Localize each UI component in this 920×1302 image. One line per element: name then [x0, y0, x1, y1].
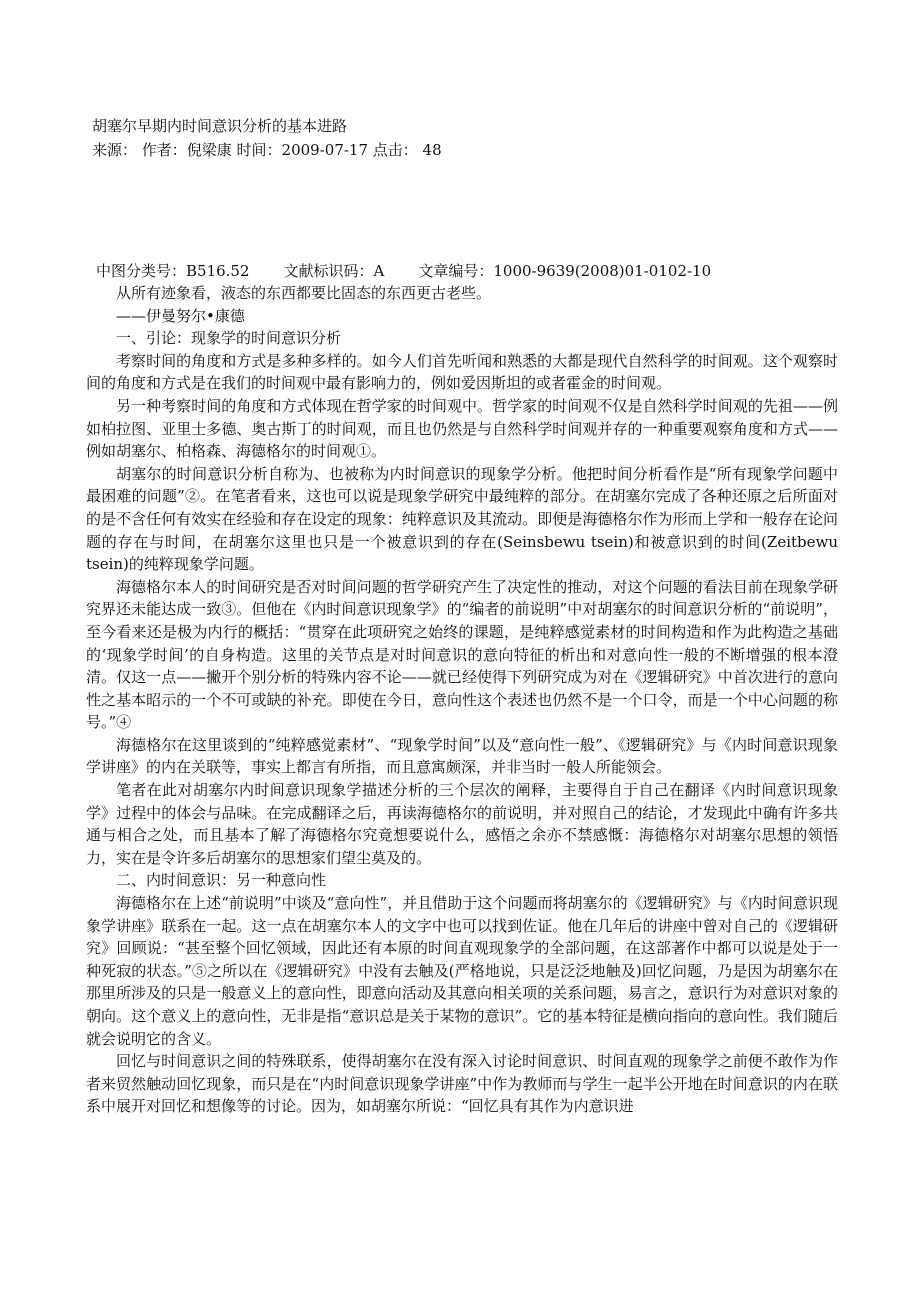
paragraph: 海德格尔在上述“前说明”中谈及“意向性”，并且借助于这个问题而将胡塞尔的《逻辑研究》与《内时间意识现象学讲座》联系在一起。这一点在胡塞尔本人的文字中也可以找到佐证。他在几年后的讲座中曾对自己的《逻辑研究》回顾说：“甚至整个回忆领域，因此还有本原的时间直观现象学的全部问题，在这部著作中都可以说是处于一种死寂的状态。”⑤之所以在《逻辑研究》中没有去触及(严格地说，只是泛泛地触及)回忆问题，乃是因为胡塞尔在那里所涉及的只是一般意义上的意向性，即意向活动及其意向相关项的关系问题，易言之，意识行为对意识对象的朝向。这个意义上的意向性，无非是指“意识总是关于某物的意识”。它的基本特征是横向指向的意向性。我们随后就会说明它的含义。: [86, 894, 838, 1048]
paragraph: 海德格尔在这里谈到的“纯粹感觉素材”、“现象学时间”以及“意向性一般”、《逻辑研究》与《内时间意识现象学讲座》的内在关联等，事实上都言有所指，而且意寓颇深，并非当时一般人所能领会。: [86, 735, 838, 777]
source-line: 来源： 作者：倪梁康 时间：2009-07-17 点击： 48: [92, 141, 442, 159]
paragraph: 考察时间的角度和方式是多种多样的。如今人们首先听闻和熟悉的大都是现代自然科学的时间观。这个观察时间的角度和方式是在我们的时间观中最有影响力的，例如爱因斯坦的或者霍金的时间观。: [86, 351, 838, 393]
article-header: [92, 114, 442, 162]
paragraph: 海德格尔本人的时间研究是否对时间问题的哲学研究产生了决定性的推动，对这个问题的看法目前在现象学研究界还未能达成一致③。但他在《内时间意识现象学》的“编者的前说明”中对胡塞尔的时间意识分析的“前说明”，至今看来还是极为内行的概括：“贯穿在此项研究之始终的课题，是纯粹感觉素材的时间构造和作为此构造之基础的‘现象学时间’的自身构造。这里的关节点是对时间意识的意向特征的析出和对意向性一般的不断增强的根本澄清。仅这一点——撇开个别分析的特殊内容不论——就已经使得下列研究成为对在《逻辑研究》中首次进行的意向性之基本昭示的一个不可或缺的补充。即使在今日，意向性这个表述也仍然不是一个口令，而是一个中心问题的称号。”④: [86, 577, 838, 732]
section-heading: 一、引论：现象学的时间意识分析: [116, 329, 342, 348]
document-code: 文献标识码：A: [283, 262, 385, 280]
article-title: 胡塞尔早期内时间意识分析的基本进路: [92, 117, 348, 135]
paragraph: 笔者在此对胡塞尔内时间意识现象学描述分析的三个层次的阐释，主要得自于自己在翻译《内时间意识现象学》过程中的体会与品味。在完成翻译之后，再读海德格尔的前说明，并对照自己的结论，才发现此中确有许多共通与相合之处，而且基本了解了海德格尔究竟想要说什么，感悟之余亦不禁感慨：海德格尔对胡塞尔思想的领悟力，实在是令许多后胡塞尔的思想家们望尘莫及的。: [86, 781, 838, 867]
classification-line: [96, 259, 711, 283]
clc-number: 中图分类号：B516.52: [96, 262, 250, 280]
section-heading: 二、内时间意识：另一种意向性: [116, 871, 327, 890]
epigraph: 从所有迹象看，液态的东西都要比固态的东西更古老些。: [116, 284, 492, 302]
article-body: [86, 282, 838, 1118]
epigraph-attribution: ——伊曼努尔•康德: [116, 306, 245, 325]
paragraph: 回忆与时间意识之间的特殊联系，使得胡塞尔在没有深入讨论时间意识、时间直观的现象学之前便不敢作为作者来贸然触动回忆现象，而只是在“内时间意识现象学讲座”中作为教师而与学生一起半公开地在时间意识的内在联系中展开对回忆和想像等的讨论。因为，如胡塞尔所说：“回忆具有其作为内意识进: [86, 1052, 838, 1116]
article-number: 文章编号：1000-9639(2008)01-0102-10: [418, 262, 712, 280]
paragraph: 胡塞尔的时间意识分析自称为、也被称为内时间意识的现象学分析。他把时间分析看作是“所有现象学问题中最困难的问题”②。在笔者看来，这也可以说是现象学研究中最纯粹的部分。在胡塞尔完成了各种还原之后所面对的是不含任何有效实在经验和存在设定的现象：纯粹意识及其流动。即便是海德格尔作为形而上学和一般存在论问题的存在与时间，在胡塞尔这里也只是一个被意识到的存在(Seinsbewu tsein)和被意识到的时间(Zeitbewu tsein)的纯粹现象学问题。: [86, 464, 838, 574]
paragraph: 另一种考察时间的角度和方式体现在哲学家的时间观中。哲学家的时间观不仅是自然科学时间观的先祖——例如柏拉图、亚里士多德、奥古斯丁的时间观，而且也仍然是与自然科学时间观并存的一种重要观察角度和方式——例如胡塞尔、柏格森、海德格尔的时间观①。: [86, 396, 838, 461]
